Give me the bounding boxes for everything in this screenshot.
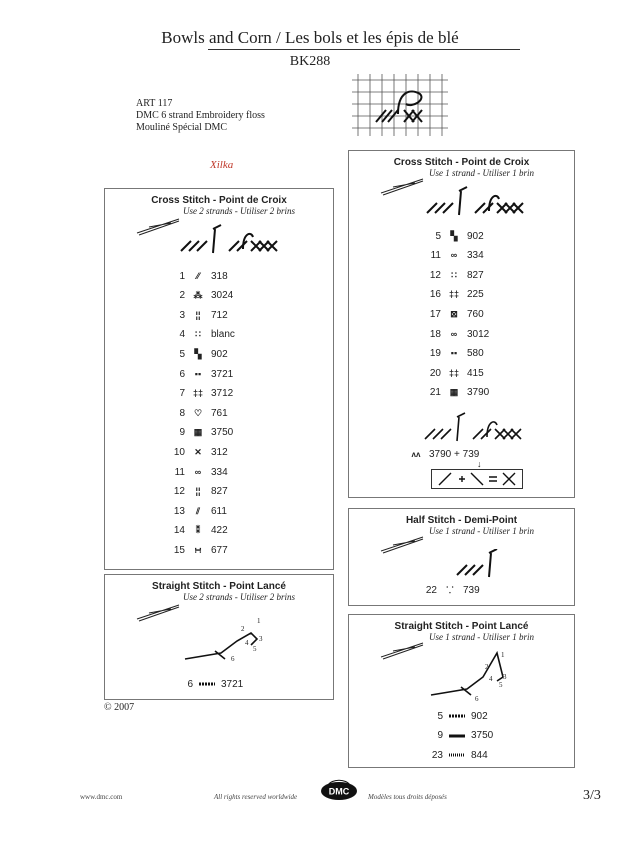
floss-number: 580 [467,348,484,360]
right-straight-stitch-panel [348,614,575,768]
floss-number: 3012 [467,328,490,340]
floss-number: 611 [211,505,227,517]
legend-number: 11 [174,466,185,478]
legend-row [157,504,227,518]
legend-row [415,709,488,723]
floss-number: 902 [471,710,488,722]
floss-number: 3024 [211,290,234,302]
floss-number: 422 [211,525,228,537]
stitch-symbol-icon: ♡ [193,407,203,418]
straight-label-1: 1 [257,617,261,625]
legend-row [157,445,228,459]
stitch-symbol-icon: ∞ [450,328,458,339]
legend-row [413,268,484,282]
legend-row [157,269,228,283]
straight-label-6: 6 [475,695,479,703]
floss-number: 225 [467,289,484,301]
stitch-symbol-icon: ∷ [451,269,457,280]
straight-label-4: 4 [245,639,249,647]
blend-symbol-icon: ʌʌ [411,449,421,459]
legend-number: 3 [179,309,185,321]
floss-number: 3750 [471,730,494,741]
straight-label-3: 3 [259,635,263,643]
stitch-symbol-icon: ‡‡ [192,388,203,399]
legend-number: 23 [431,749,443,761]
legend-number: 19 [429,348,441,360]
legend-number: 9 [179,427,185,439]
floss-type-fr: Mouliné Spécial DMC [136,122,228,133]
stitch-symbol-icon: ¦¦ [195,486,201,497]
left-straight-legend-row [165,677,243,691]
stitch-symbol-icon: ⸪ [446,584,454,595]
legend-row [413,249,484,263]
legend-number: 12 [429,269,441,281]
title-underline [208,49,520,50]
blend-floss: 3790 + 739 [429,448,480,460]
floss-number: 3721 [221,678,244,690]
stitch-symbol-icon: ∞ [450,250,458,261]
floss-number: 844 [471,749,488,761]
legend-number: 7 [179,388,185,400]
legend-row [413,327,489,341]
legend-number: 4 [179,329,185,341]
legend-number: 5 [179,348,185,360]
page-title: Bowls and Corn / Les bols et les épis de blé [161,28,459,47]
legend-number: 1 [179,270,185,282]
cross-stitch-demo-icon [177,223,307,257]
legend-row [413,288,484,302]
straight-label-2: 2 [485,663,489,671]
copyright: © 2007 [104,702,135,713]
line-symbol-icon [449,711,465,722]
stitch-symbol-icon: ▦ [193,427,203,438]
straight-label-6: 6 [231,655,235,663]
stitch-symbol-icon: ▚ [194,348,202,359]
legend-row [157,543,228,557]
floss-type-en: DMC 6 strand Embroidery floss [136,110,265,121]
floss-number: 3750 [211,427,234,439]
legend-row [157,289,233,303]
legend-row [157,328,235,342]
article-number: ART 117 [136,98,173,109]
stitch-symbol-icon: ⫽ [195,505,200,516]
legend-number: 18 [429,328,441,340]
dmc-logo [320,777,358,801]
legend-row [157,485,228,499]
legend-row [413,347,484,361]
half-stitch-subtitle: Use 1 strand - Utiliser 1 brin [428,526,534,536]
left-straight-stitch-panel [104,574,334,700]
floss-number: 712 [211,309,228,321]
legend-number: 22 [425,584,437,596]
half-stitch-legend-row [409,583,480,597]
floss-number: 902 [211,348,228,360]
legend-row [413,386,489,400]
page-number: 3/3 [583,788,601,803]
stitch-symbol-icon: ∺ [194,544,202,555]
floss-number: 739 [463,584,480,596]
blend-row [409,447,479,461]
legend-number: 2 [179,290,185,302]
left-cross-title: Cross Stitch - Point de Croix [151,195,287,206]
legend-number: 8 [179,407,185,419]
legend-number: 5 [437,710,443,722]
straight-label-2: 2 [241,625,245,633]
left-straight-title: Straight Stitch - Point Lancé [152,581,286,592]
left-cross-subtitle: Use 2 strands - Utiliser 2 brins [182,206,295,216]
legend-row [157,524,228,538]
left-cross-stitch-panel [104,188,334,570]
floss-number: 827 [467,269,484,281]
floss-number: 415 [467,367,484,379]
legend-row [415,748,488,762]
stitch-symbol-icon: ‡‡ [448,289,459,300]
floss-number: 902 [467,230,484,242]
floss-info [136,98,265,134]
legend-row [157,387,233,401]
right-cross-stitch-panel [348,150,575,498]
legend-number: 17 [429,308,441,320]
legend-number: 15 [173,544,185,556]
stitch-symbol-icon: ⁑ [195,525,201,536]
straight-label-5: 5 [499,681,503,689]
floss-number: 761 [211,407,228,419]
dash-line-symbol-icon [199,679,215,690]
line-symbol-icon [449,750,465,761]
floss-number: 3712 [211,388,234,400]
half-stitch-demo-icon [453,549,503,579]
half-stitch-panel [348,508,575,606]
legend-number: 10 [173,446,185,458]
stitch-symbol-icon: ∷ [195,329,201,340]
stitch-symbol-icon: ✕ [194,446,202,457]
straight-label-1: 1 [501,651,505,659]
legend-number: 11 [430,250,441,262]
footer-url: www.dmc.com [80,793,123,801]
stitch-symbol-icon: ▦ [449,387,459,398]
footer-models: Modèles tous droits déposés [368,793,447,801]
stitch-symbol-icon: ▪▪ [450,348,458,359]
legend-number: 5 [435,230,441,242]
stitch-symbol-icon: ▚ [450,230,458,241]
legend-row [157,367,233,381]
needle-icon [379,533,425,555]
legend-row [413,229,484,243]
legend-number: 12 [173,486,185,498]
floss-number: 827 [211,486,228,498]
stitch-symbol-icon: ⁂ [193,290,203,301]
straight-label-3: 3 [503,673,507,681]
needle-icon [135,215,181,237]
stitch-symbol-icon: ⊠ [450,308,458,319]
straight-label-4: 4 [489,675,493,683]
stitch-symbol-icon: ¦¦ [195,309,201,320]
needle-icon [379,175,425,197]
floss-number: blanc [211,329,235,341]
left-straight-subtitle: Use 2 strands - Utiliser 2 brins [182,592,295,602]
legend-number: 20 [429,367,441,379]
legend-number: 13 [173,505,185,517]
stitch-symbol-icon: ∞ [194,466,202,477]
legend-row [157,308,228,322]
right-cross-title: Cross Stitch - Point de Croix [393,157,530,168]
floss-number: 334 [211,466,228,478]
designer-signature: Xilka [210,159,234,171]
stitch-symbol-icon: ▪▪ [194,368,202,379]
logo-text: DMC [328,786,350,797]
legend-number: 14 [173,525,185,537]
right-cross-subtitle: Use 1 strand - Utiliser 1 brin [428,168,534,178]
legend-number: 9 [437,730,443,741]
legend-row [413,307,484,321]
needle-icon [379,639,425,661]
footer-rights: All rights reserved worldwide [214,793,298,801]
stitch-symbol-icon: ‡‡ [448,367,459,378]
down-arrow-icon: ↓ [477,459,482,469]
header-stitch-chart-illustration [352,74,448,136]
pattern-code: BK288 [289,54,331,69]
straight-label-5: 5 [253,645,257,653]
legend-row [413,366,484,380]
right-straight-title: Straight Stitch - Point Lancé [394,621,529,632]
legend-row [157,406,228,420]
needle-icon [135,601,181,623]
legend-number: 16 [429,289,441,301]
half-stitch-title: Half Stitch - Demi-Point [405,515,518,526]
legend-number: 21 [429,387,441,399]
right-straight-subtitle: Use 1 strand - Utiliser 1 brin [428,632,534,642]
legend-number: 6 [187,678,193,690]
floss-number: 3790 [467,387,490,399]
legend-number: 6 [179,368,185,380]
stitch-symbol-icon: ⁄⁄ [196,270,200,281]
floss-number: 334 [467,250,484,262]
cross-stitch-demo-icon [423,185,553,219]
floss-number: 677 [211,544,228,556]
floss-number: 312 [211,446,228,458]
floss-number: 3721 [211,368,234,380]
legend-row [157,426,233,440]
floss-number: 318 [211,270,228,282]
stitch-equation-icon [431,469,523,489]
legend-row [157,465,228,479]
legend-row [157,347,228,361]
legend-row [415,729,493,743]
blend-stitch-demo-icon [421,411,551,445]
line-symbol-icon [449,730,465,741]
floss-number: 760 [467,308,484,320]
